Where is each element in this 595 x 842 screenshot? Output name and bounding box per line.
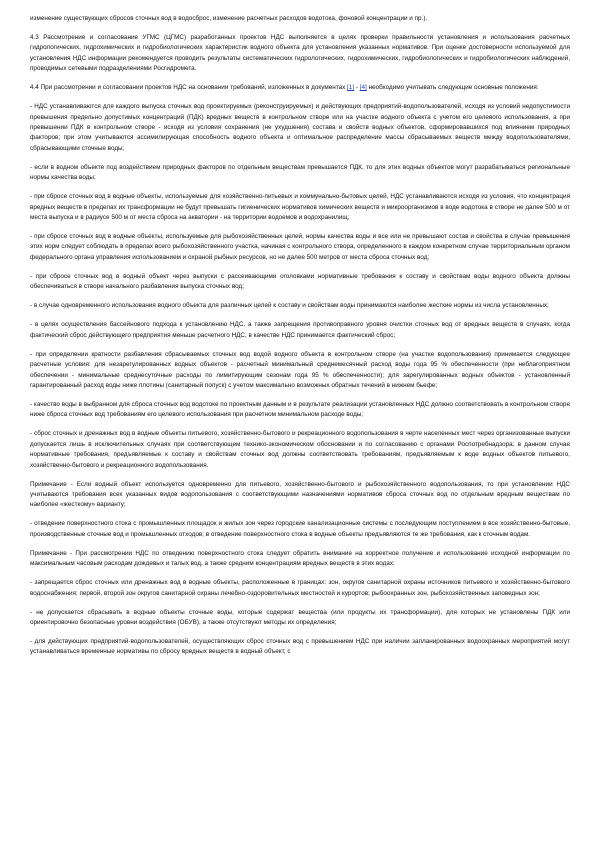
list-item-dilution-ratio: - при определении кратности разбавления сбрасываемых сточных вод водой водного объекта в контрольном створе (на участке водопользования) принимается следующее расчетные условия: для незарегулированных водных объектов - расчетный минимальный среднемесячный расход воды года 95 % обеспеченности (при неблагоприятном обеспечении - минимальные среднесуточные расходы по лимитирующим сезонам года 95 % обеспеченности); для зарегулированных водных объектов - установленный гарантированный расход воды ниже плотины (санитарный попуск) с учетом максимально возможных обратных течений в нижнем бьефе; [30,350,570,389]
paragraph-4-4 [30,83,570,93]
document-page [30,14,570,836]
list-item-strictest-norms: - в случае одновременного использования водного объекта для различных целей к составу и свойствам воды принимаются наиболее жесткие нормы из числа установленных; [30,302,549,310]
paragraph-4-3: 4.3 Рассмотрение и согласование УГМС (ЦГМС) разработанных проектов НДС выполняется в целях проверки правильности установления и использования расчетных гидрологических, гидрохимических и гидробиологических характеристик водного объекта для установления указанных нормативов. При оценке достоверности используемой для установления НДС информации рекомендуется проводить результаты систематических гидрологических, гидрохимических, гидробиологических и гидробиологических наблюдений, проводимых сетевыми подразделениями Росгидромета. [30,34,570,73]
reference-separator: - [354,84,360,92]
note-surface-runoff: Примечание - При рассмотрении НДС по отведению поверхностного стока следует обратить внимание на корректное получение и использование исходной информации по максимальным часовым расходам дождевых и талых вод, а также средним концентрациям вредных веществ в этих водах; [30,549,570,568]
list-item-surface-runoff: - отведение поверхностного стока с промышленных площадок и жилых зон через городские канализационные системы с последующим поступлением в все хозяйственно-бытовые, производственные сточные вод и промышленных отходов; в отведение поверхностного стока в водные объекты предъявляются те же требования, как к сточным водам. [30,520,570,538]
list-item-fishery-use: - при сбросе сточных вод в водные объекты, используемые для рыбохозяйственных целей, нормы качества воды и все или не превышают состав и свойства в случае превышения этих норм следует соблюдать в пределах всего рыбохозяйственного участка, начиная с контрольного створа, определенного в каждом конкретном случае территориальным органом федерального органа управления использованием и охраной рыбных ресурсов, но не далее 500 метров от места сброса сточных вод; [30,233,570,261]
list-item-temporary-norms: - для действующих предприятий-водопользователей, осуществляющих сброс сточных вод с превышением НДС при наличии запланированных водоохранных мероприятий могут устанавливаться временные нормативы по сбросу вредных веществ в водный объект, с [30,637,570,656]
note-multipurpose-use: Примечание - Если водный объект используется одновременно для питьевого, хозяйственно-бытового и рыбохозяйственного водопользования, то при установлении НДС учитываются требования всех указанных видов водопользования с соответствующими назначениями нормативов сброса сточных вод по отдельным вредным веществам по наиболее «жесткому» варианту; [30,480,570,509]
list-item-basin-approach: - в целях осуществления бассейнового подхода к установлению НДС, а также запрещения противоправного уровня очистки сточных вод от вредных веществ в случаях, когда фактический сброс действующего предприятия меньше расчетного НДС, в качестве НДС принимается фактический сброс; [30,321,570,339]
list-item-drinking-water-use: - при сбросе сточных вод в водные объекты, используемые для хозяйственно-питьевых и коммунально-бытовых целей, НДС устанавливаются исходя из условия, что концентрация вредных веществ в пределах их трансформации не будут превышать гигиенических нормативов химических веществ и микроорганизмов в воде водотока в створе не далее 500 м от места выпуска и в радиусе 500 м от места сброса на акватории - на территории водоемов и водохранилищ; [30,193,570,222]
reference-link-1[interactable]: [1] [347,84,355,92]
list-item-control-section-quality: - качество воды в выбранном для сброса сточных вод водотоке по проектным данным и в результате реализации установленных НДС должно соответствовать в контрольном створе ниже сброса сточных вод требованиям его целевого использования при расчетном минимальном расходе воды; [30,400,570,419]
list-item-nds-per-outlet: - НДС устанавливаются для каждого выпуска сточных вод проектируемых (реконструируемых) и действующих предприятий-водопользователей, исходя из условий недопустимости превышения предельно допустимых концентраций (ПДК) вредных веществ в контрольном створе или на участке водного объекта с учетом его целевого использования, а при превышении ПДК в контрольном створе - исходя из условия сохранения (не ухудшения) состава и свойств водных объектов, сформировавшихся под влиянием природных факторов; при этом учитываются ассимилирующая способность водного объекта и оптимальное распределение массы сбрасываемых веществ между водопользователями, сбрасывающими сточные воды; [30,103,570,152]
reference-link-4[interactable]: [4] [359,84,367,92]
paragraph-4-4-text-end: необходимо учитывать следующие основные положения: [366,84,539,92]
list-item-diffuser-outlets: - при сбросе сточных вод в водный объект через выпуски с рассеивающими оголовками нормативные требования к составу и свойствам воды водного объекта должны обеспечиваться в створе начального разбавления выпуска сточных вод; [30,272,570,291]
list-item-urban-discharge: - сброс сточных и дренажных вод в водные объекты питьевого, хозяйственно-бытового и рекреационного водопользования в черте населенных мест через организованные выпуски допускается лишь в исключительных случаях при соответствующем технико-экономическом обосновании и по согласованию с органами Роспотребнадзора; в данном случае нормативные требования, предъявляемые к составу и свойствам сточных вод должны соответствовать требованиям, предъявляемым к воде водных объектов питьевого, хозяйственно-бытового и рекреационного водопользования. [30,430,570,469]
paragraph-4-4-text-start: 4.4 При рассмотрении и согласовании проектов НДС на основании требований, изложенных в документах [30,84,348,92]
list-item-unregulated-substances: - не допускается сбрасывать в водные объекты сточные воды, которые содержат вещества (или продукты их трансформации), для которых не установлены ПДК или ориентировочно безопасные уровни воздействия (ОБУВ), а также отсутствуют методы их определения; [30,608,570,626]
paragraph-continuation: изменение существующих сбросов сточных вод в водосброс, изменение расчетных расходов водотока, фоновой концентрации и пр.). [30,15,428,22]
list-item-prohibited-zones: - запрещается сброс сточных или дренажных вод в водные объекты, расположенные в границах: зон, округов санитарной охраны источников питьевого и хозяйственно-бытового водоснабжения; первой, второй зон округов санитарной охраны лечебно-оздоровительных местностей и курортов; рыбоохранных зон, рыбохозяйственных заповедных зон; [30,579,570,597]
list-item-regional-norms: - если в водном объекте под воздействием природных факторов по отдельным веществам превышается ПДК, то для этих водных объектов могут разрабатываться региональные нормы качества воды; [30,163,570,182]
